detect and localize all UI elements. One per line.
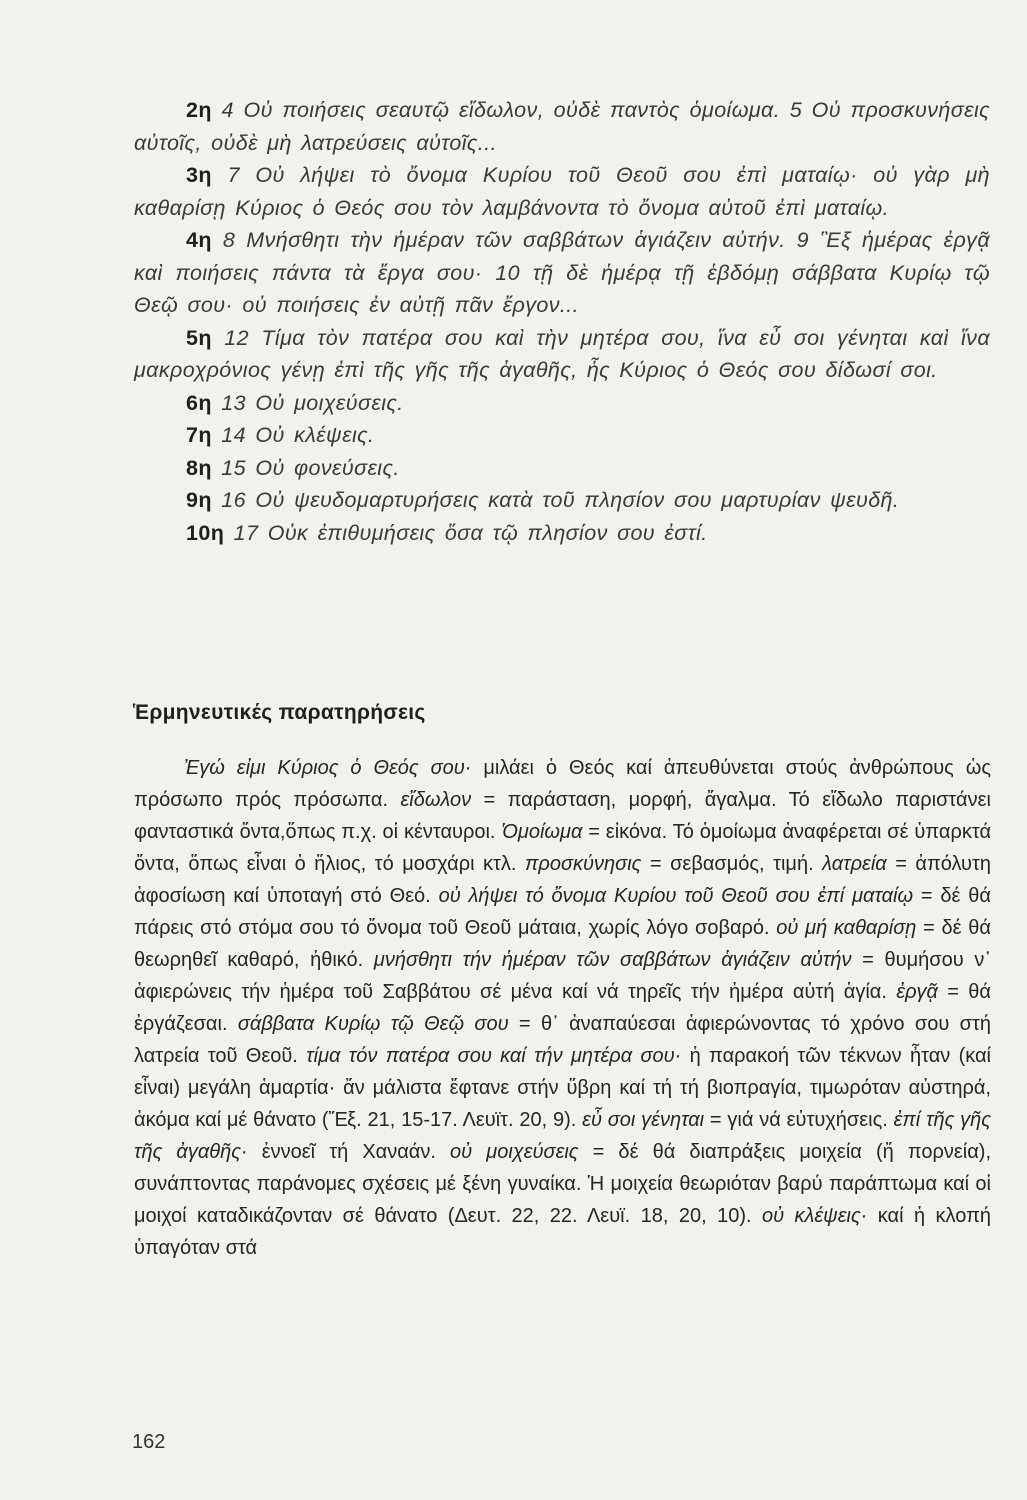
commentary-text: = παράσταση, μορφή, ἄγαλμα. Τό εἴδωλο παριστάνει φανταστικά ὄντα,ὅπως π.χ. οἱ κένταυροι. [134, 789, 991, 843]
commentary-text: = δέ θά πάρεις στό στόμα σου τό ὄνομα τοῦ Θεοῦ μάταια, χωρίς λόγο σοβαρό. [134, 885, 991, 939]
commentary-term: εὖ σοι γένηται [582, 1109, 705, 1131]
commentary-term: ἐργᾷ [896, 981, 938, 1003]
commentary-text: = εἰκόνα. Τό ὁμοίωμα ἀναφέρεται σέ ὑπαρκτά ὄντα, ὅπως εἶναι ὁ ἥλιος, τό μοσχάρι κτλ. [134, 821, 992, 875]
commentary-term: οὐ λήψει τό ὄνομα Κυρίου τοῦ Θεοῦ σου ἐπί ματαίῳ [438, 885, 914, 907]
commandment-7 [134, 419, 990, 452]
commentary-text: = δέ θά διαπράξεις μοιχεία (ἤ πορνεία), συνάπτοντας παράνομες σχέσεις μέ ξένη γυναίκα. Ἡ μοιχεία θεωριόταν βαρύ παράπτωμα καί οἱ μοιχοί καταδικάζονταν σέ θάνατο (Δευτ. 22, 22. Λευϊ. 18, 20, 10). [134, 1141, 992, 1227]
commandment-ordinal: 2η [186, 98, 212, 122]
commentary-text: = θυμήσου ν᾽ ἀφιερώνεις τήν ἡμέρα τοῦ Σαββάτου σέ μένα καί νά τηρεῖς τήν ἡμέρα αὐτή ἁγία. [134, 949, 991, 1003]
page-number: 162 [132, 1431, 166, 1453]
commandment-ordinal: 9η [186, 488, 212, 512]
commentary-term: Ὁμοίωμα [501, 821, 583, 843]
commentary-text: ἐννοεῖ τή Χαναάν. [247, 1141, 451, 1163]
commentary-text: = ἀπόλυτη ἀφοσίωση καί ὑποταγή στό Θεό. [134, 853, 991, 907]
commandment-text: 16 Οὐ ψευδομαρτυρήσεις κατὰ τοῦ πλησίον σου μαρτυρίαν ψευδῆ. [221, 488, 900, 512]
commentary-term: προσκύνησις [525, 853, 642, 875]
commentary-text: μιλάει ὁ Θεός καί ἀπευθύνεται στούς ἀνθρώπους ὡς πρόσωπο πρός πρόσωπα. [134, 757, 992, 811]
commandment-8 [134, 452, 990, 485]
commentary-text: = θ᾽ ἀναπαύεσαι ἀφιερώνοντας τό χρόνο σου στή λατρεία τοῦ Θεοῦ. [134, 1013, 992, 1067]
commentary-paragraph [134, 752, 991, 1264]
commandment-ordinal: 4η [186, 228, 212, 252]
commentary-text: καί ἡ κλοπή ὑπαγόταν στά [134, 1205, 992, 1259]
commentary-term: μνήσθητι τήν ἡμέραν τῶν σαββάτων ἁγιάζειν αὐτήν [373, 949, 852, 971]
commentary-term: ἐπί τῆς γῆς τῆς ἀγαθῆς· [134, 1109, 991, 1163]
commandment-9 [134, 484, 990, 517]
commentary-term: σάββατα Κυρίῳ τῷ Θεῷ σου [237, 1013, 509, 1035]
commandment-text: 15 Οὐ φονεύσεις. [221, 455, 400, 480]
commentary-text: = σεβασμός, τιμή. [641, 853, 823, 875]
commentary-term: Ἐγώ εἰμι Κύριος ὁ Θεός σου· [184, 757, 472, 779]
commandment-3 [134, 159, 990, 224]
commentary-text: ἡ παρακοή τῶν τέκνων ἦταν (καί εἶναι) μεγάλη ἁμαρτία· ἄν μάλιστα ἔφτανε στήν ὕβρη καί τή τή βιοπραγία, τιμωρόταν αὐστηρά, ἀκόμα καί μέ θάνατο (Ἔξ. 21, 15-17. Λευϊτ. 20, 9). [134, 1045, 992, 1131]
commentary-term: οὐ μοιχεύσεις [450, 1141, 579, 1163]
commandment-ordinal: 3η [186, 163, 212, 187]
commandment-text: 7 Οὐ λήψει τὸ ὄνομα Κυρίου τοῦ Θεοῦ σου ἐπὶ ματαίῳ· οὐ γὰρ μὴ καθαρίσῃ Κύριος ὁ Θεός σου τὸν λαμβάνοντα τὸ ὄνομα αὐτοῦ ἐπὶ ματαίῳ. [134, 163, 990, 220]
commentary-text: = δέ θά θεωρηθεῖ καθαρό, ἠθικό. [134, 917, 991, 971]
commentary-term: οὐ μή καθαρίσῃ [776, 917, 917, 939]
commandment-ordinal: 7η [186, 423, 212, 447]
commandment-text: 8 Μνήσθητι τὴν ἡμέραν τῶν σαββάτων ἁγιάζειν αὐτήν. 9 Ἓξ ἡμέρας ἐργᾷ καὶ ποιήσεις πάντα τὰ ἔργα σου· 10 τῇ δὲ ἡμέρᾳ τῇ ἑβδόμῃ σάββατα Κυρίῳ τῷ Θεῷ σου· οὐ ποιήσεις ἐν αὐτῇ πᾶν ἔργον... [134, 228, 990, 317]
commentary-text: = θά ἐργάζεσαι. [134, 981, 991, 1035]
commandment-10 [134, 517, 990, 550]
commandment-ordinal: 6η [186, 390, 212, 415]
commentary-term: οὐ κλέψεις· [761, 1205, 868, 1227]
commandment-text: 17 Οὐκ ἐπιθυμήσεις ὅσα τῷ πλησίον σου ἐστί. [233, 520, 708, 545]
commandment-text: 13 Οὐ μοιχεύσεις. [221, 390, 404, 415]
commentary-term: τίμα τόν πατέρα σου καί τήν μητέρα σου· [306, 1045, 682, 1067]
commandment-text: 12 Τίμα τὸν πατέρα σου καὶ τὴν μητέρα σου, ἵνα εὖ σοι γένηται καὶ ἵνα μακροχρόνιος γένῃ ἐπὶ τῆς γῆς τῆς ἀγαθῆς, ἧς Κύριος ὁ Θεός σου δίδωσί σοι. [134, 325, 990, 382]
commentary-term: εἴδωλον [400, 789, 472, 811]
commandment-5 [134, 322, 990, 387]
commentary-text: = γιά νά εὐτυχήσεις. [704, 1109, 894, 1131]
commandment-text: 4 Οὐ ποιήσεις σεαυτῷ εἴδωλον, οὐδὲ παντὸς ὁμοίωμα. 5 Οὐ προσκυνήσεις αὐτοῖς, οὐδὲ μὴ λατρεύσεις αὐτοῖς... [134, 98, 990, 155]
commandments-list [134, 94, 990, 549]
commandment-ordinal: 8η [186, 455, 212, 480]
commandment-text: 14 Οὐ κλέψεις. [221, 423, 375, 447]
commandment-2 [134, 94, 990, 159]
commentary-term: λατρεία [822, 853, 887, 875]
commandment-ordinal: 5η [186, 325, 212, 350]
section-heading: Ἑρμηνευτικές παρατηρήσεις [133, 701, 426, 724]
commandment-ordinal: 10η [186, 520, 225, 545]
commandment-4 [134, 224, 990, 322]
commandment-6 [134, 387, 990, 420]
